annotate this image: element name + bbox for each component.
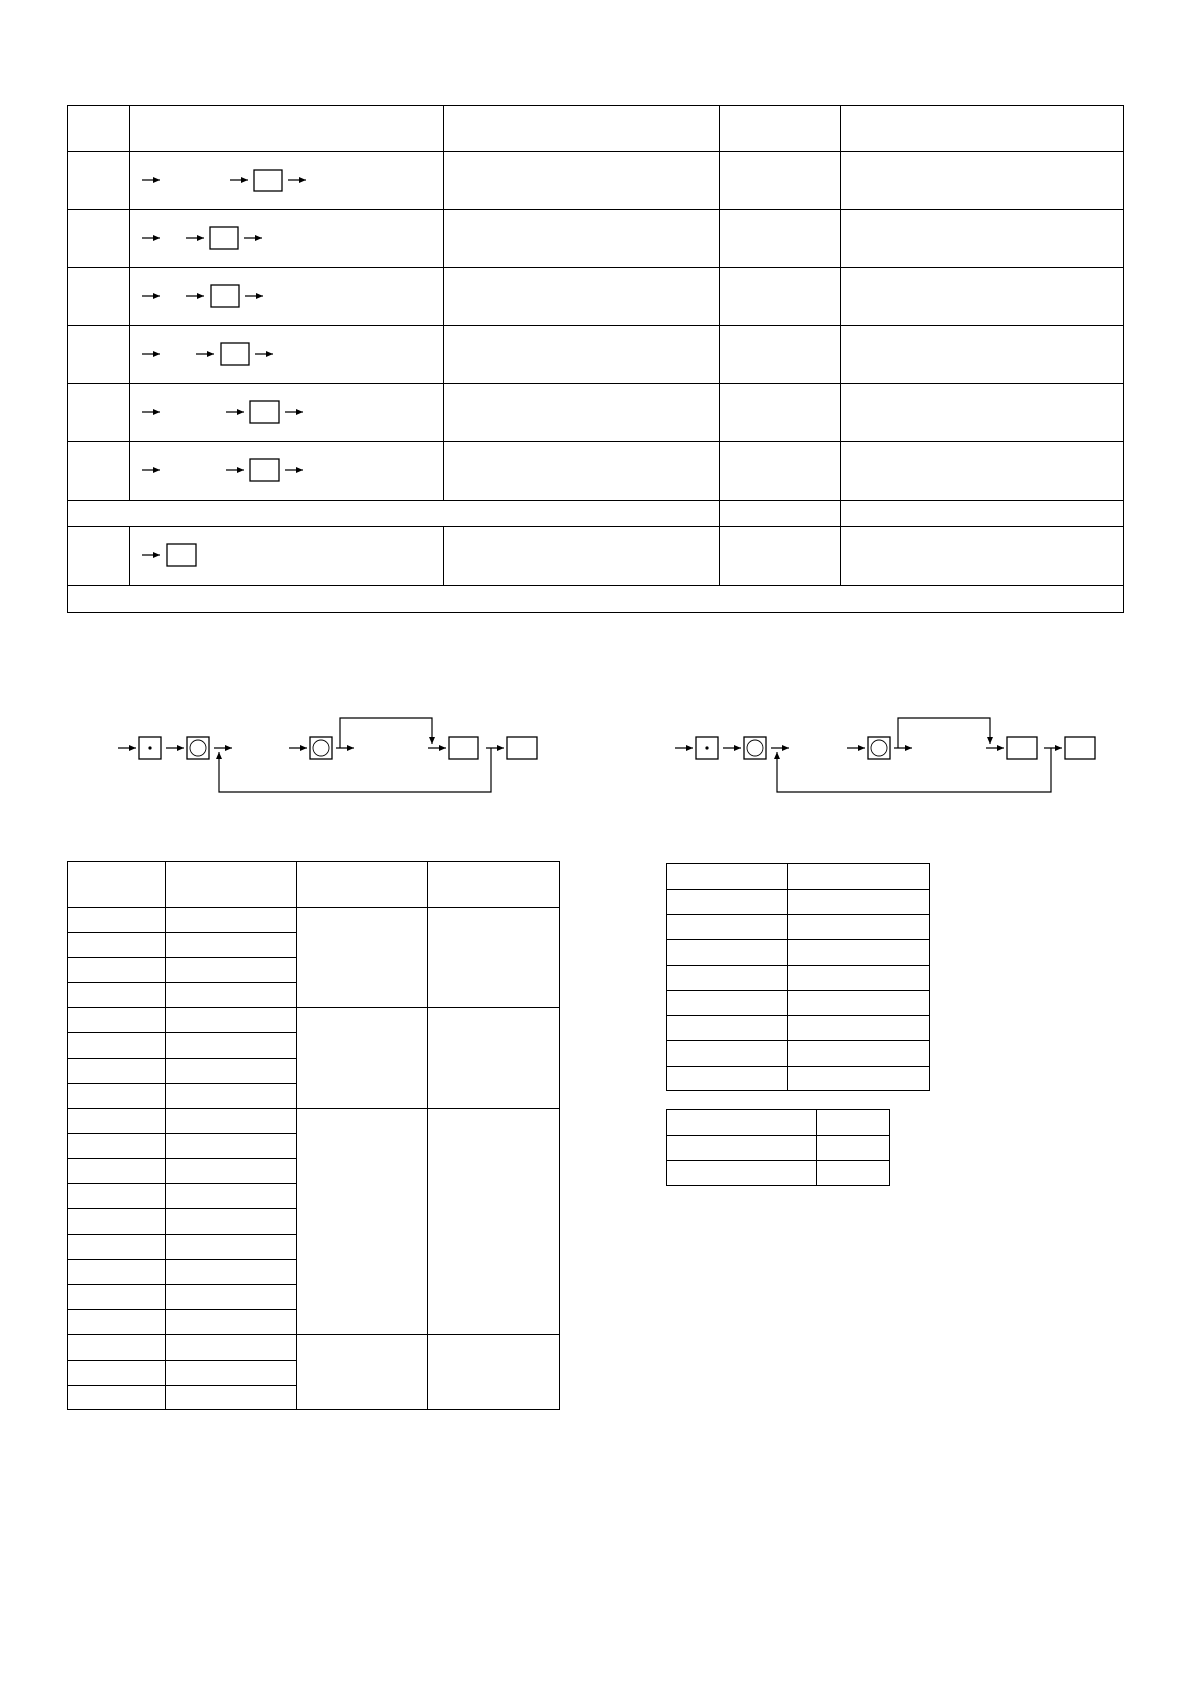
table-row-rule xyxy=(666,965,930,966)
table-row-rule xyxy=(666,1135,890,1136)
lower-right-table-a xyxy=(666,863,930,1091)
table-header-rule xyxy=(67,907,560,908)
table-col-rule xyxy=(427,861,428,1410)
table-row-rule xyxy=(666,1015,930,1016)
table-row-rule xyxy=(666,889,930,890)
table-row-rule xyxy=(67,1284,296,1285)
table-row-rule xyxy=(67,982,296,983)
table-row-rule xyxy=(666,939,930,940)
table-col-rule xyxy=(816,1109,817,1186)
lower-right-table-b xyxy=(666,1109,890,1186)
table-row-rule xyxy=(67,1208,296,1209)
table-row-rule xyxy=(67,1032,296,1033)
table-col-rule xyxy=(165,861,166,1410)
table-row-rule xyxy=(666,1066,930,1067)
table-row-rule xyxy=(67,1309,296,1310)
key-box xyxy=(507,737,537,759)
bypass-line xyxy=(340,718,432,748)
table-row-rule xyxy=(67,1385,296,1386)
bypass-line xyxy=(898,718,990,748)
table-col-rule xyxy=(787,863,788,1091)
table-group-rule xyxy=(67,1108,560,1109)
key-box xyxy=(1007,737,1037,759)
table-row-rule xyxy=(67,957,296,958)
left-flow-diagram xyxy=(118,718,537,792)
dot-icon xyxy=(148,746,151,749)
table-row-rule xyxy=(67,1360,296,1361)
table-row-rule xyxy=(666,1040,930,1041)
table-row-rule xyxy=(666,1160,890,1161)
table-group-rule xyxy=(67,1334,560,1335)
key-box xyxy=(1065,737,1095,759)
table-row-rule xyxy=(67,1259,296,1260)
dot-icon xyxy=(705,746,708,749)
lower-left-table xyxy=(67,861,560,1410)
table-row-rule xyxy=(67,1234,296,1235)
key-box xyxy=(449,737,478,759)
table-row-rule xyxy=(67,1183,296,1184)
table-row-rule xyxy=(67,1083,296,1084)
table-row-rule xyxy=(666,990,930,991)
table-col-rule xyxy=(296,861,297,1410)
table-row-rule xyxy=(666,914,930,915)
right-flow-diagram xyxy=(675,718,1095,792)
table-row-rule xyxy=(67,1158,296,1159)
table-row-rule xyxy=(67,1133,296,1134)
table-row-rule xyxy=(67,1058,296,1059)
table-row-rule xyxy=(67,932,296,933)
table-group-rule xyxy=(67,1007,560,1008)
